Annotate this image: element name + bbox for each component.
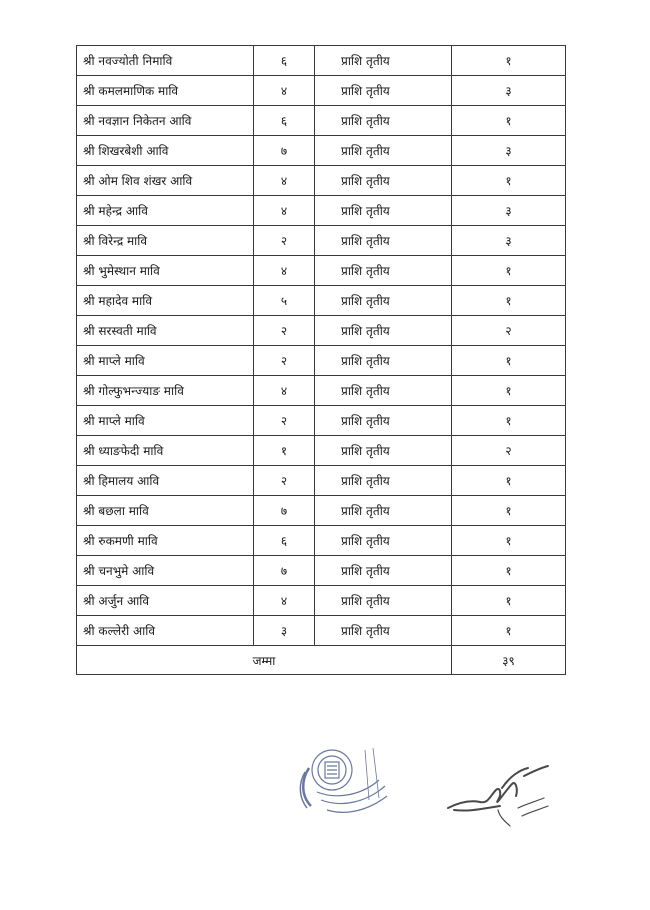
school-name-cell: श्री बछला मावि [77, 496, 254, 526]
value-cell: १ [452, 106, 566, 136]
count-cell: ४ [254, 166, 315, 196]
level-cell: प्राशि तृतीय [315, 316, 452, 346]
table-row [77, 616, 566, 646]
school-name-cell: श्री हिमालय आवि [77, 466, 254, 496]
value-cell: १ [452, 496, 566, 526]
value-cell: ३ [452, 196, 566, 226]
level-cell: प्राशि तृतीय [315, 586, 452, 616]
handwritten-signature-icon [440, 750, 570, 835]
level-cell: प्राशि तृतीय [315, 346, 452, 376]
count-cell: २ [254, 406, 315, 436]
table-row [77, 256, 566, 286]
value-cell: १ [452, 466, 566, 496]
count-cell: ६ [254, 46, 315, 76]
level-cell: प्राशि तृतीय [315, 616, 452, 646]
value-cell: १ [452, 166, 566, 196]
count-cell: २ [254, 226, 315, 256]
level-cell: प्राशि तृतीय [315, 226, 452, 256]
count-cell: ६ [254, 106, 315, 136]
value-cell: १ [452, 286, 566, 316]
value-cell: १ [452, 406, 566, 436]
school-name-cell: श्री महादेव मावि [77, 286, 254, 316]
table-row [77, 526, 566, 556]
value-cell: १ [452, 586, 566, 616]
table-row [77, 166, 566, 196]
value-cell: १ [452, 256, 566, 286]
level-cell: प्राशि तृतीय [315, 256, 452, 286]
school-name-cell: श्री अर्जुन आवि [77, 586, 254, 616]
count-cell: ४ [254, 256, 315, 286]
count-cell: ३ [254, 616, 315, 646]
level-cell: प्राशि तृतीय [315, 166, 452, 196]
total-label: जम्मा [77, 646, 452, 675]
level-cell: प्राशि तृतीय [315, 436, 452, 466]
value-cell: ३ [452, 226, 566, 256]
table-row [77, 376, 566, 406]
count-cell: २ [254, 466, 315, 496]
count-cell: २ [254, 316, 315, 346]
level-cell: प्राशि तृतीय [315, 496, 452, 526]
value-cell: २ [452, 316, 566, 346]
level-cell: प्राशि तृतीय [315, 526, 452, 556]
table-row [77, 406, 566, 436]
table-row [77, 226, 566, 256]
level-cell: प्राशि तृतीय [315, 466, 452, 496]
count-cell: ४ [254, 196, 315, 226]
school-name-cell: श्री महेन्द्र आवि [77, 196, 254, 226]
total-row [77, 646, 566, 675]
school-name-cell: श्री शिखरबेशी आवि [77, 136, 254, 166]
value-cell: १ [452, 616, 566, 646]
school-name-cell: श्री विरेन्द्र मावि [77, 226, 254, 256]
table-row [77, 46, 566, 76]
table-row [77, 136, 566, 166]
count-cell: २ [254, 346, 315, 376]
level-cell: प्राशि तृतीय [315, 136, 452, 166]
count-cell: ६ [254, 526, 315, 556]
count-cell: ७ [254, 136, 315, 166]
value-cell: ३ [452, 76, 566, 106]
level-cell: प्राशि तृतीय [315, 46, 452, 76]
school-name-cell: श्री ओम शिव शंखर आवि [77, 166, 254, 196]
circular-seal-icon [287, 740, 397, 825]
school-name-cell: श्री भुमेस्थान मावि [77, 256, 254, 286]
school-name-cell: श्री ध्याङफेदी मावि [77, 436, 254, 466]
value-cell: २ [452, 436, 566, 466]
level-cell: प्राशि तृतीय [315, 106, 452, 136]
value-cell: १ [452, 556, 566, 586]
school-name-cell: श्री चनभुमे आवि [77, 556, 254, 586]
school-name-cell: श्री रुकमणी मावि [77, 526, 254, 556]
value-cell: १ [452, 526, 566, 556]
school-name-cell: श्री सरस्वती मावि [77, 316, 254, 346]
table-row [77, 196, 566, 226]
count-cell: ७ [254, 496, 315, 526]
level-cell: प्राशि तृतीय [315, 376, 452, 406]
count-cell: १ [254, 436, 315, 466]
count-cell: ४ [254, 586, 315, 616]
level-cell: प्राशि तृतीय [315, 556, 452, 586]
school-name-cell: श्री कमलमाणिक मावि [77, 76, 254, 106]
school-name-cell: श्री नवज्ञान निकेतन आवि [77, 106, 254, 136]
allocation-table [76, 45, 566, 675]
count-cell: ४ [254, 76, 315, 106]
school-name-cell: श्री माप्ले मावि [77, 406, 254, 436]
count-cell: ७ [254, 556, 315, 586]
school-name-cell: श्री नवज्योती निमावि [77, 46, 254, 76]
school-name-cell: श्री गोल्फुभन्ज्याङ मावि [77, 376, 254, 406]
table-row [77, 76, 566, 106]
count-cell: ४ [254, 376, 315, 406]
table-row [77, 586, 566, 616]
table-row [77, 106, 566, 136]
value-cell: १ [452, 346, 566, 376]
level-cell: प्राशि तृतीय [315, 286, 452, 316]
count-cell: ५ [254, 286, 315, 316]
table-body [77, 46, 566, 675]
school-name-cell: श्री कल्लेरी आवि [77, 616, 254, 646]
table-row [77, 286, 566, 316]
table-row [77, 316, 566, 346]
table-row [77, 466, 566, 496]
table-row [77, 346, 566, 376]
total-value: ३९ [452, 646, 566, 675]
school-name-cell: श्री माप्ले मावि [77, 346, 254, 376]
table-row [77, 496, 566, 526]
table-row [77, 556, 566, 586]
value-cell: १ [452, 46, 566, 76]
value-cell: ३ [452, 136, 566, 166]
level-cell: प्राशि तृतीय [315, 76, 452, 106]
value-cell: १ [452, 376, 566, 406]
level-cell: प्राशि तृतीय [315, 196, 452, 226]
table-row [77, 436, 566, 466]
level-cell: प्राशि तृतीय [315, 406, 452, 436]
